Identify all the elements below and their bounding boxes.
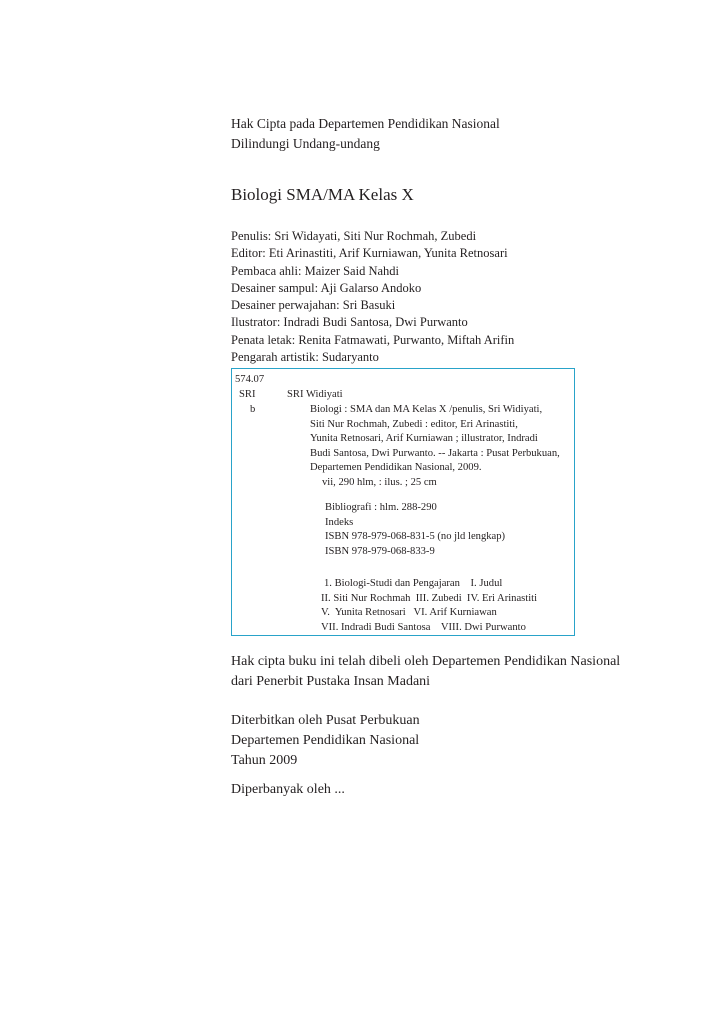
catalog-note: ISBN 978-979-068-833-9 <box>325 545 435 557</box>
publisher-line-2: Departemen Pendidikan Nasional <box>231 733 420 748</box>
publisher-year: Tahun 2009 <box>231 753 298 768</box>
purchase-line-1: Hak cipta buku ini telah dibeli oleh Departemen Pendidikan Nasional <box>231 654 621 669</box>
catalog-description-line: Siti Nur Rochmah, Zubedi : editor, Eri Arinastiti, <box>310 418 518 430</box>
catalog-description-line: Departemen Pendidikan Nasional, 2009. <box>310 462 482 474</box>
credit-editor: Editor: Eti Arinastiti, Arif Kurniawan, Yunita Retnosari <box>231 246 508 261</box>
credit-author: Penulis: Sri Widayati, Siti Nur Rochmah, Zubedi <box>231 229 477 243</box>
catalog-card <box>231 368 575 636</box>
catalog-call-suffix: b <box>250 404 256 415</box>
credit-illustrator: Ilustrator: Indradi Budi Santosa, Dwi Purwanto <box>231 315 468 330</box>
copyright-line-2: Dilindungi Undang-undang <box>231 136 380 151</box>
publisher-info <box>231 711 420 771</box>
credit-cover-designer: Desainer sampul: Aji Galarso Andoko <box>231 280 422 295</box>
copyright-line-1: Hak Cipta pada Departemen Pendidikan Nasional <box>231 116 500 131</box>
catalog-subject: 1. Biologi-Studi dan Pengajaran I. Judul <box>324 578 503 589</box>
credit-reviewer: Pembaca ahli: Maizer Said Nahdi <box>231 263 399 278</box>
catalog-note: ISBN 978-979-068-831-5 (no jld lengkap) <box>325 531 506 543</box>
catalog-call-code: SRI <box>239 389 256 400</box>
purchase-line-2: dari Penerbit Pustaka Insan Madani <box>231 674 431 689</box>
catalog-description-line: Budi Santosa, Dwi Purwanto. -- Jakarta : Pusat Perbukuan, <box>310 447 560 459</box>
catalog-note: Bibliografi : hlm. 288-290 <box>325 502 437 513</box>
credit-art-director: Pengarah artistik: Sudaryanto <box>231 350 379 365</box>
catalog-subject: V. Yunita Retnosari VI. Arif Kurniawan <box>321 607 497 619</box>
publisher-line-1: Diterbitkan oleh Pusat Perbukuan <box>231 713 420 728</box>
catalog-physical-description: vii, 290 hlm, : ilus. ; 25 cm <box>322 477 437 488</box>
catalog-author-entry: SRI Widiyati <box>287 389 343 400</box>
credit-typesetter: Penata letak: Renita Fatmawati, Purwanto, Miftah Arifin <box>231 332 515 347</box>
copyright-notice <box>231 114 500 154</box>
book-title: Biologi SMA/MA Kelas X <box>231 185 414 204</box>
purchase-notice <box>231 652 620 692</box>
catalog-description-line: Biologi : SMA dan MA Kelas X /penulis, Sri Widiyati, <box>310 404 543 415</box>
catalog-subject: VII. Indradi Budi Santosa VIII. Dwi Purwanto <box>321 621 526 633</box>
catalog-class-number: 574.07 <box>235 374 265 385</box>
credit-layout-designer: Desainer perwajahan: Sri Basuki <box>231 298 396 313</box>
credits-list <box>231 228 514 366</box>
catalog-description-line: Yunita Retnosari, Arif Kurniawan ; illustrator, Indradi <box>310 433 538 445</box>
catalog-note: Indeks <box>325 516 354 528</box>
reprint-notice: Diperbanyak oleh ... <box>231 782 345 797</box>
catalog-subject: II. Siti Nur Rochmah III. Zubedi IV. Eri Arinastiti <box>321 592 538 604</box>
